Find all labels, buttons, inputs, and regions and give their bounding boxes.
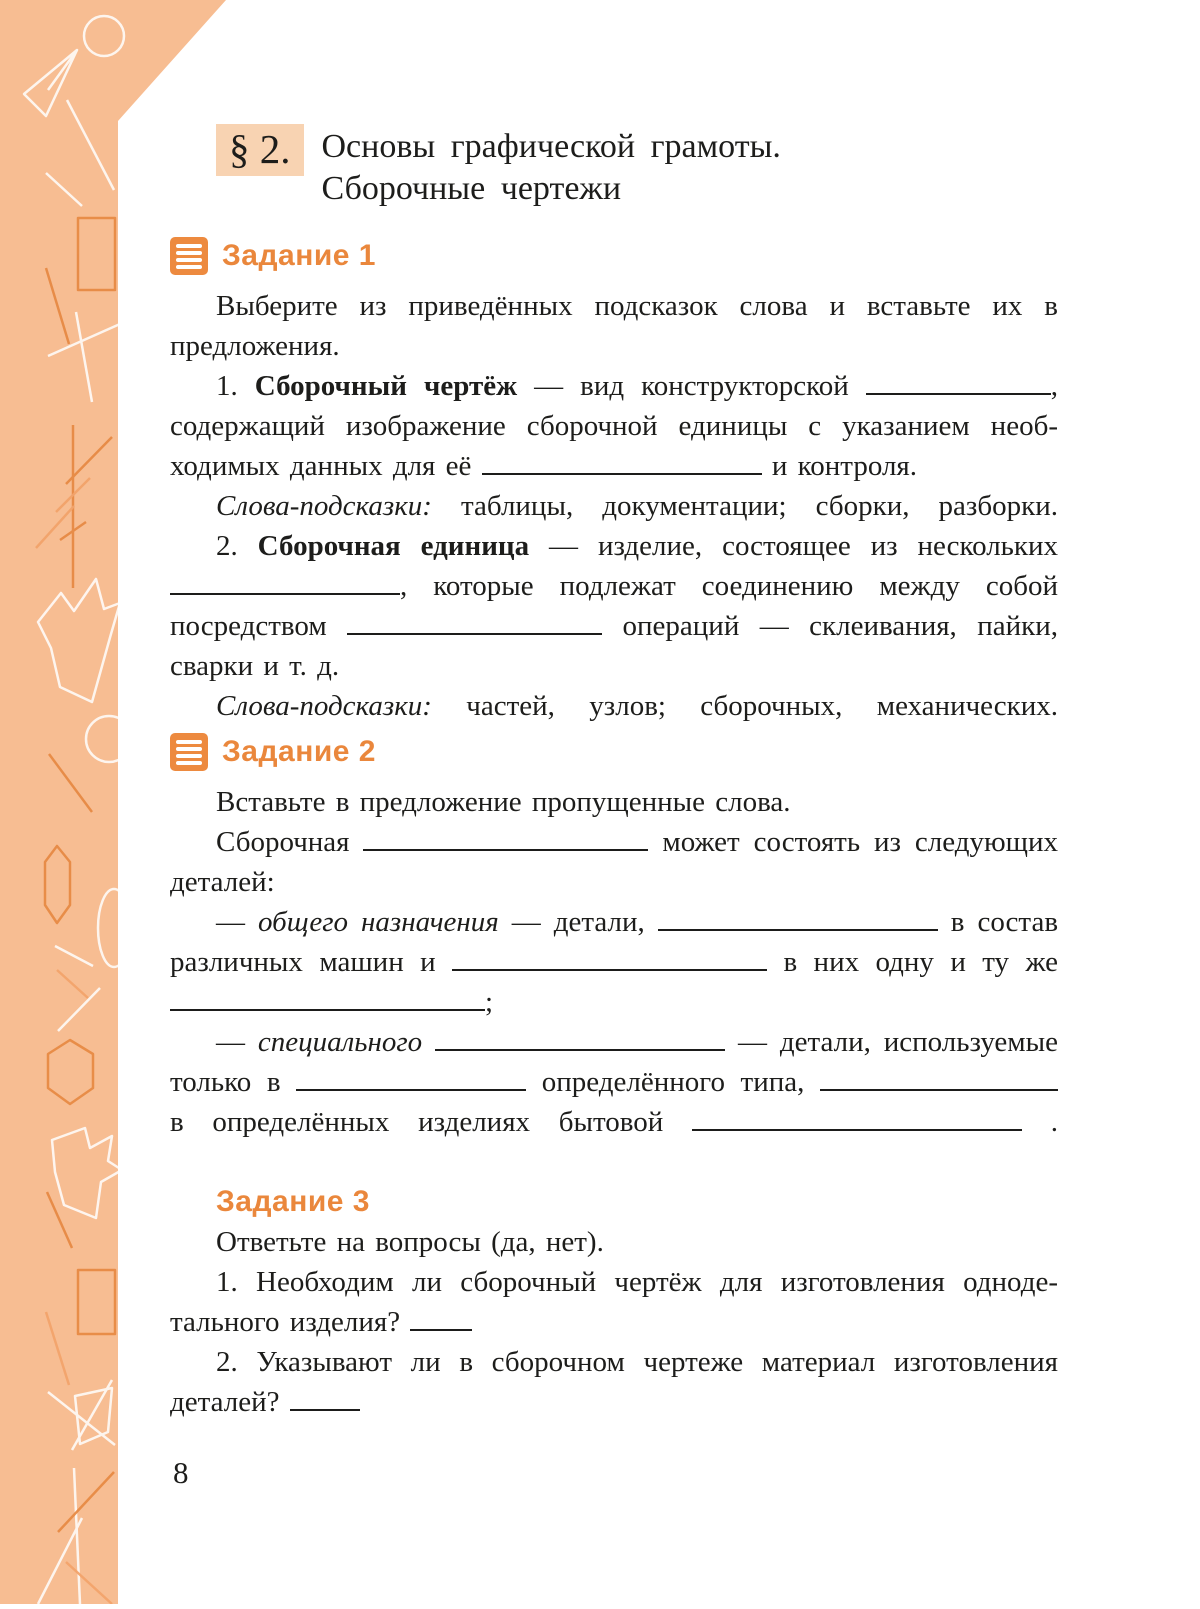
text-segment: сварки и т. д.	[170, 650, 340, 682]
exercise-blocks	[170, 236, 1058, 1422]
text-segment: 2. Указывают ли в сборочном чертеже материал изготовления	[216, 1346, 1058, 1378]
paragraph	[170, 366, 1058, 486]
hint-italic: Слова-подсказки:	[216, 490, 432, 522]
text-line	[170, 406, 1058, 446]
hint-italic: специального	[257, 1026, 423, 1058]
text-segment: 1. Необходим ли сборочный чертёж для изготовления одноде-	[216, 1266, 1058, 1298]
fill-in-blank	[866, 393, 1051, 395]
text-segment: , которые подлежат соединению между собой	[400, 570, 1058, 602]
task-list-icon	[170, 733, 208, 771]
text-line	[170, 1262, 1058, 1302]
text-segment: ,	[1050, 370, 1059, 402]
text-segment: —	[216, 1026, 258, 1058]
page-content	[170, 0, 1058, 1604]
text-line	[170, 326, 1058, 366]
paragraph	[170, 1022, 1058, 1142]
text-segment: 1.	[216, 370, 255, 402]
fill-in-blank	[820, 1089, 1058, 1091]
text-line	[170, 1102, 1058, 1142]
text-segment: 2.	[216, 530, 258, 562]
paragraph	[170, 1262, 1058, 1342]
page-number: 8	[173, 1455, 189, 1490]
text-segment: определённого типа,	[526, 1066, 820, 1098]
hint-italic: Слова-подсказки:	[216, 690, 432, 722]
fill-in-blank	[410, 1329, 472, 1331]
text-segment: — вид конструкторской	[517, 370, 866, 402]
section-number-badge: § 2.	[216, 124, 304, 176]
text-line	[170, 486, 1058, 526]
text-line	[170, 566, 1058, 606]
text-segment: Вставьте в предложение пропущенные слова.	[216, 786, 791, 818]
text-segment: ходимых данных для её	[170, 450, 482, 482]
section-header	[216, 124, 1058, 210]
text-line	[170, 782, 1058, 822]
text-line	[170, 1022, 1058, 1062]
paragraph	[170, 486, 1058, 526]
text-segment: в определённых изделиях бытовой	[170, 1106, 693, 1138]
text-segment: может состоять из следующих	[648, 826, 1058, 858]
task-header-1	[170, 236, 1058, 276]
section-title-line1: Основы графической грамоты.	[321, 128, 781, 165]
text-segment: — изделие, состоящее из нескольких	[529, 530, 1059, 562]
text-line	[170, 1342, 1058, 1382]
section-title	[322, 124, 781, 210]
paragraph	[170, 1342, 1058, 1422]
fill-in-blank	[692, 1129, 1022, 1131]
text-segment: операций — склеивания, пайки,	[602, 610, 1058, 642]
text-line	[170, 982, 1058, 1022]
text-line	[170, 646, 1058, 686]
task-label: Задание 1	[222, 239, 376, 272]
text-segment: посредством	[170, 610, 348, 642]
text-line	[170, 526, 1058, 566]
fill-in-blank	[170, 1009, 485, 1011]
text-segment: только в	[170, 1066, 297, 1098]
paragraph	[170, 526, 1058, 686]
hint-italic: общего назначения	[258, 906, 499, 938]
text-line	[170, 1062, 1058, 1102]
text-segment: ;	[485, 986, 494, 1018]
fill-in-blank	[452, 969, 767, 971]
text-line	[170, 862, 1058, 902]
text-segment: Сборочная	[216, 826, 364, 858]
paragraph	[170, 1222, 1058, 1262]
text-segment: —	[216, 906, 258, 938]
text-line	[170, 686, 1058, 726]
text-line	[170, 286, 1058, 326]
paragraph	[170, 286, 1058, 366]
text-line	[170, 1222, 1058, 1262]
text-segment: Ответьте на вопросы (да, нет).	[216, 1226, 604, 1258]
text-segment: в них одну и ту же	[767, 946, 1058, 978]
text-line	[170, 606, 1058, 646]
text-segment: таблицы, документации; сборки, разборки.	[431, 490, 1058, 522]
term-bold: Сборочный чертёж	[254, 370, 518, 402]
text-segment: содержащий изображение сборочной единицы с указанием необ-	[170, 410, 1058, 442]
task-list-icon	[170, 237, 208, 275]
text-segment: частей, узлов; сборочных, механических.	[431, 690, 1058, 722]
text-line	[170, 942, 1058, 982]
fill-in-blank	[290, 1409, 360, 1411]
text-segment: — детали,	[498, 906, 658, 938]
fill-in-blank	[170, 593, 400, 595]
text-segment: деталей:	[170, 866, 275, 898]
text-line	[170, 1382, 1058, 1422]
fill-in-blank	[347, 633, 602, 635]
text-segment: предложения.	[170, 330, 340, 362]
paragraph	[170, 822, 1058, 902]
text-line	[170, 446, 1058, 486]
text-line	[170, 1302, 1058, 1342]
paragraph	[170, 782, 1058, 822]
task-label: Задание 3	[216, 1185, 370, 1218]
fill-in-blank	[435, 1049, 725, 1051]
text-segment: и контроля.	[761, 450, 918, 482]
fill-in-blank	[658, 929, 938, 931]
task-label: Задание 2	[222, 735, 376, 768]
fill-in-blank	[296, 1089, 526, 1091]
text-line	[170, 902, 1058, 942]
term-bold: Сборочная единица	[257, 530, 530, 562]
paragraph	[170, 686, 1058, 726]
task-header-2	[170, 732, 1058, 772]
text-segment: различных машин и	[170, 946, 453, 978]
text-segment: — детали, используемые	[725, 1026, 1059, 1058]
task-header-3	[216, 1182, 1058, 1222]
text-line	[170, 366, 1058, 406]
section-title-line2: Сборочные чертежи	[321, 170, 622, 207]
text-segment: тального изделия?	[170, 1306, 411, 1338]
fill-in-blank	[363, 849, 648, 851]
text-segment	[422, 1026, 435, 1058]
text-segment: в состав	[937, 906, 1059, 938]
text-segment: деталей?	[170, 1386, 290, 1418]
text-segment: Выберите из приведённых подсказок слова и вставьте их в	[216, 290, 1058, 322]
text-segment: .	[1022, 1106, 1058, 1138]
fill-in-blank	[482, 473, 762, 475]
text-line	[170, 822, 1058, 862]
paragraph	[170, 902, 1058, 1022]
